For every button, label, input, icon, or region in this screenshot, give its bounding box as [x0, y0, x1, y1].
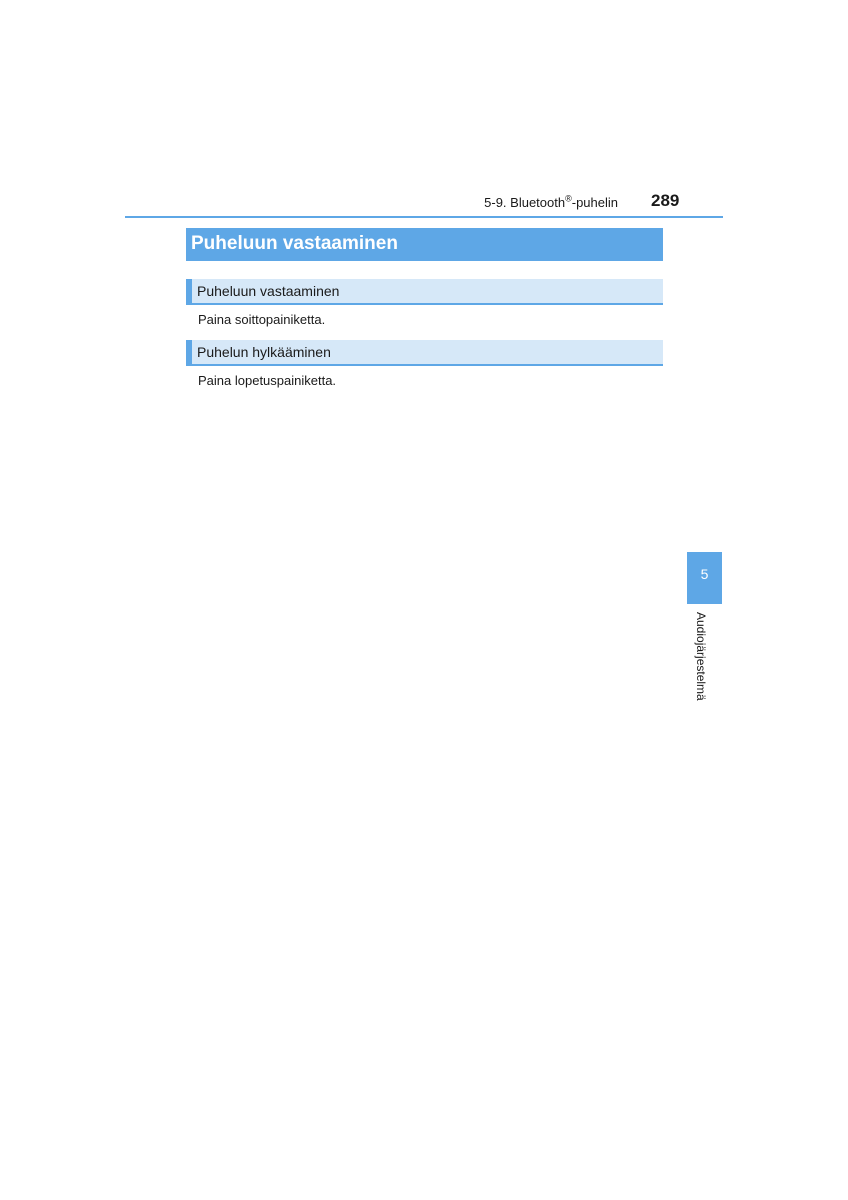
header-section-prefix: 5-9. Bluetooth: [484, 195, 566, 210]
section-heading-label: Puhelun hylkääminen: [197, 344, 331, 360]
chapter-label: Audiojärjestelmä: [694, 612, 708, 701]
main-title-bar: [186, 228, 663, 261]
section-body-answer: Paina soittopainiketta.: [198, 312, 326, 327]
page-number: 289: [651, 191, 680, 210]
header-section-title: [484, 195, 618, 210]
section-heading-reject: [186, 340, 663, 366]
header-rule: [125, 216, 723, 218]
header-section-suffix: -puhelin: [571, 195, 618, 210]
chapter-tab: [687, 552, 722, 604]
section-accent: [186, 340, 192, 364]
registered-mark: ®: [565, 193, 572, 204]
main-title: Puheluun vastaaminen: [191, 233, 398, 254]
section-heading-answer: [186, 279, 663, 305]
section-accent: [186, 279, 192, 303]
page-header: [0, 188, 848, 220]
section-heading-label: Puheluun vastaaminen: [197, 283, 340, 299]
section-body-reject: Paina lopetuspainiketta.: [198, 373, 337, 388]
chapter-number: 5: [700, 566, 709, 582]
